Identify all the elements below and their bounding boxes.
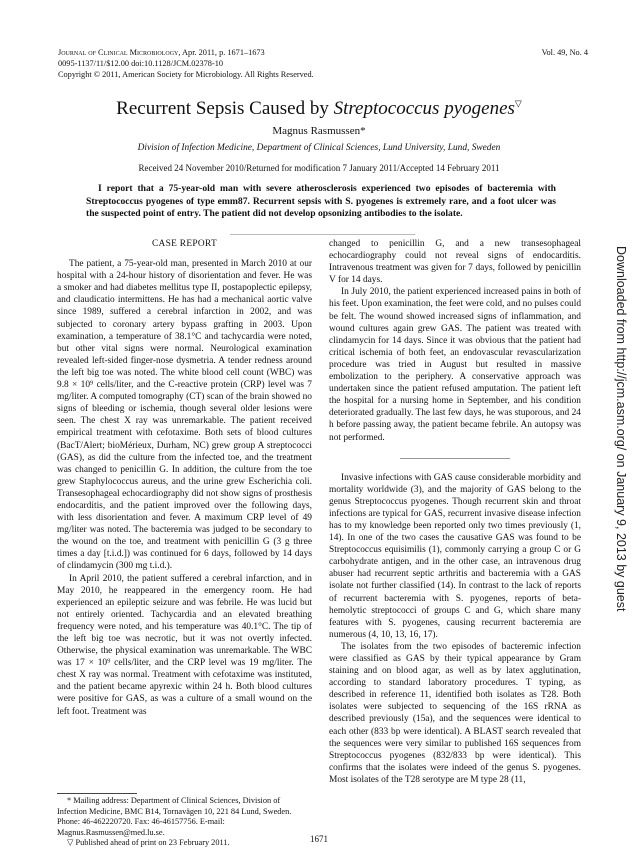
volume-info: Vol. 49, No. 4 [541, 48, 588, 57]
running-header [58, 47, 588, 80]
title-main: Recurrent Sepsis Caused by [116, 98, 334, 119]
title-organism: Streptococcus pyogenes [333, 98, 515, 119]
paragraph: The isolates from the two episodes of bacteremic infection were classified as GAS by their typical appearance by Gram staining and on blood agar, as well as by latex agglutination, according to standard laboratory procedures. T typing, as described in reference 11, identified both isolates as T28. Both isolates were subjected to sequencing of the 16S rRNA as described previously (15a), and the sequences were identical to each other (833 bp were identical). A BLAST search revealed that the sequences were very similar to published 16S sequences from Streptococcus pyogenes (832/833 bp were identical). This confirms that the isolates were indeed of the genus S. pyogenes. Most isolates of the T28 serotype are M type 28 (11, [329, 641, 581, 785]
title-mark: ▽ [514, 98, 522, 109]
abstract-divider [230, 234, 415, 235]
received-dates: Received 24 November 2010/Returned for modification 7 January 2011/Accepted 14 February 2011 [138, 163, 500, 173]
article-title [0, 98, 638, 120]
footnote-rule [57, 793, 137, 794]
paragraph: changed to penicillin G, and a new transesophageal echocardiography could not reveal signs of endocarditis. Intravenous treatment was given for 7 days, followed by penicillin V for 14 days. [329, 239, 581, 286]
download-watermark: Downloaded from http://jcm.asm.org/ on January 9, 2013 by guest [614, 246, 628, 612]
paragraph: The patient, a 75-year-old man, presented in March 2010 at our hospital with a 24-hour history of disorientation and fever. He was a smoker and had diabetes mellitus type II, postapoplectic epilepsy, and claudicatio intermittens. He has had a mechanical aortic valve since 1989, suffered a cerebral infarction in 2002, and was subjected to coronary artery bypass grafting in 2003. Upon examination, a temperature of 38.1°C and tachycardia were noted, but other vital signs were normal. Neurological examination revealed left-sided finger-nose dysmetria. A tender redness around the left big toe was noted. The white blood cell count (WBC) was 9.8 × 10⁹ cells/liter, and the C-reactive protein (CRP) level was 7 mg/liter. A computed tomography (CT) scan of the brain showed no signs of bleeding or ischemia, though several older lesions were seen. The chest X ray was unremarkable. The patient received empirical treatment with cefotaxime. Both sets of blood cultures (BacT/Alert; bioMérieux, Durham, NC) grew group A streptococci (GAS), as did the culture from the infected toe, and the treatment was changed to penicillin G. In addition, the culture from the toe grew Staphylococcus aureus, and the urine grew Escherichia coli. Transesophageal echocardiography did not show signs of prosthesis endocarditis, and the patient improved over the following days, with less disorientation and fever. A maximum CRP level of 49 mg/liter was noted. The bacteremia was judged to be secondary to the wound on the toe, and treatment with penicillin G (3 g three times a day [t.i.d.]) was continued for 6 days, followed by 14 days of clindamycin (300 mg t.i.d.). [57, 259, 312, 572]
page-number: 1671 [310, 834, 328, 844]
paragraph: In April 2010, the patient suffered a cerebral infarction, and in May 2010, he reappeared in the emergency room. He had experienced an epileptic seizure and was febrile. He was lucid but not entirely oriented. Tachycardia and an elevated breathing frequency were noted, and his temperature was 40.1°C. The tip of the left big toe was necrotic, but it was not overtly infected. Otherwise, the physical examination was unremarkable. The WBC was 17 × 10⁹ cells/liter, and the CRP level was 19 mg/liter. The chest X ray was normal. Treatment with cefotaxime was instituted, and the patient became apyrexic within 24 h. Both blood cultures were positive for GAS, as was a culture of a small wound on the left foot. Treatment was [57, 573, 312, 717]
author-name: Magnus Rasmussen* [272, 125, 366, 137]
paragraph: Invasive infections with GAS cause considerable morbidity and mortality worldwide (3), and the majority of GAS belong to the genus Streptococcus pyogenes. Though recurrent skin and throat infections are typical for GAS, recurrent invasive disease infection has to my knowledge been reported only two times previously (1, 14). In one of the two cases the causative GAS was found to be Streptococcus equisimilis (1), commonly carrying a group C or G carbohydrate antigen, and in the other case, an intravenous drug abuser had recurrent septic arthritis and bacteremia with a GAS isolate not further classified (14). In contrast to the lack of reports of recurrent bacteremia with S. pyogenes, reports of beta-hemolytic streptococci of groups C and G, which share many features with S. pyogenes, causing recurrent bacteremia are numerous (4, 10, 13, 16, 17). [329, 472, 581, 640]
doi-line: 0095-1137/11/$12.00 doi:10.1128/JCM.02378-10 [58, 59, 224, 68]
affiliation: Division of Infection Medicine, Department of Clinical Sciences, Lund University, Lund, Sweden [137, 143, 501, 153]
section-divider [400, 458, 510, 459]
journal-name: Journal of Clinical Microbiology [58, 48, 179, 57]
journal-citation [58, 47, 588, 58]
footnote-address: * Mailing address: Department of Clinical Sciences, Division of Infection Medicine, BMC B14, Tornavägen 10, 221 84 Lund, Sweden. Phone: 46-462220720. Fax: 46-46157756. E-mail: Magnus.Rasmussen@med.lu.se. [57, 796, 292, 837]
paragraph: In July 2010, the patient experienced increased pains in both of his feet. Upon examination, the feet were cold, and no pulses could be felt. The wound showed increased signs of inflammation, and wound cultures again grew GAS. The patient was treated with clindamycin for 14 days. Since it was obvious that the patient had critical ischemia of both feet, an endovascular revascularization procedure was tried in August but resulted in massive embolization to the periphery. A conservative approach was undertaken since the patient refused amputation. The patient left the hospital for a nursing home in September, and his condition deteriorated gradually. The last few days, he was stuporous, and 24 h before passing away, the patient became febrile. An autopsy was not performed. [329, 287, 582, 443]
section-heading-case-report: CASE REPORT [152, 239, 217, 249]
footnote-published: ▽ Published ahead of print on 23 February 2011. [67, 838, 230, 847]
copyright-line: Copyright © 2011, American Society for Microbiology. All Rights Reserved. [58, 70, 314, 79]
left-column [57, 238, 312, 718]
abstract: I report that a 75-year-old man with severe atherosclerosis experienced two episodes of bacteremia with Streptococcus pyogenes of type emm87. Recurrent sepsis with S. pyogenes is extremely rare, and a foot ulcer was the suspected point of entry. The patient did not develop opsonizing antibodies to the isolate. [86, 183, 556, 220]
issue-info: , Apr. 2011, p. 1671–1673 [178, 48, 265, 57]
right-column [329, 238, 581, 786]
